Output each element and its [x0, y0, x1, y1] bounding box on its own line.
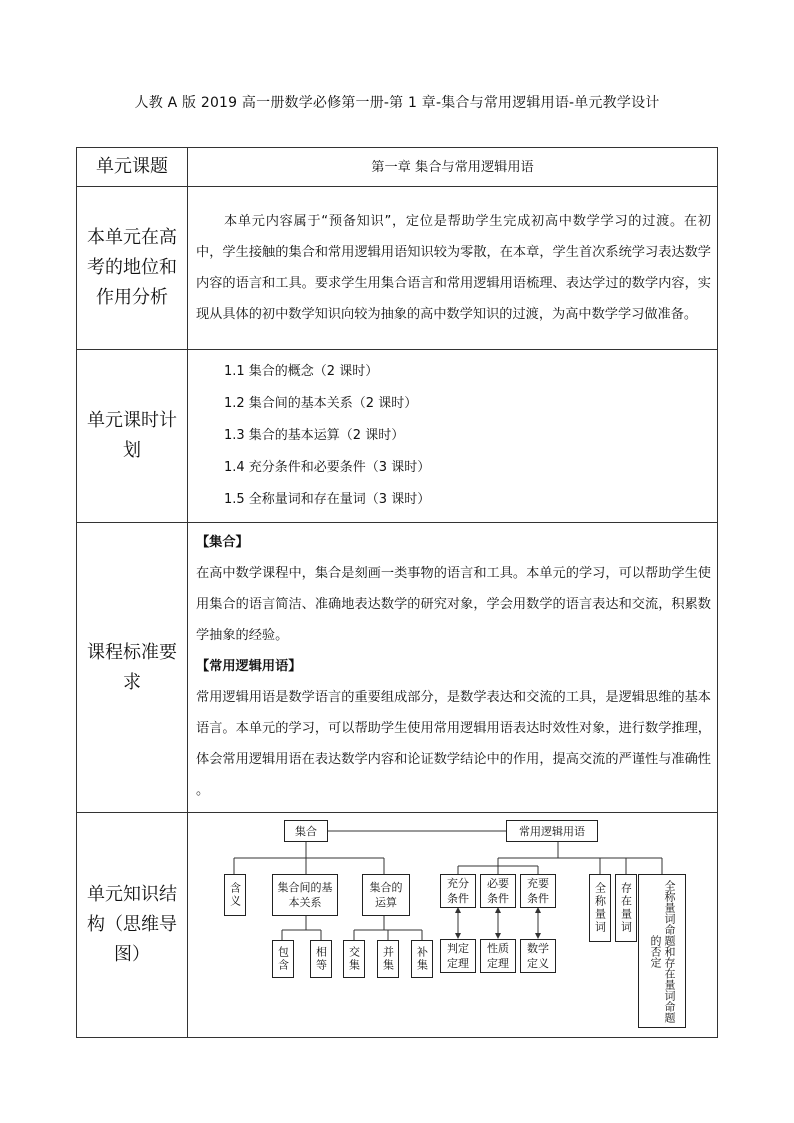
label-unit-title: 单元课题 — [77, 148, 188, 187]
node-universal: 全称量词 — [589, 874, 611, 942]
schedule-item: 1.1 集合的概念（2 课时） — [224, 364, 379, 379]
node-relation: 集合间的基本关系 — [272, 874, 338, 916]
node-meaning: 含义 — [224, 874, 246, 916]
schedule-item: 1.4 充分条件和必要条件（3 课时） — [224, 460, 431, 475]
node-union: 并集 — [377, 940, 399, 978]
set-text: 在高中数学课程中，集合是刻画一类事物的语言和工具。本单元的学习，可以帮助学生使用集合的语言简洁、准确地表达数学的研究对象，学会用数学的语言表达和交流，积累数学抽象的经验。 — [196, 566, 711, 643]
label-standards: 课程标准要求 — [77, 523, 188, 813]
logic-heading: 【常用逻辑用语】 — [196, 659, 302, 674]
row-mindmap — [77, 813, 718, 1038]
row-schedule — [77, 350, 718, 523]
analysis-text: 本单元内容属于“预备知识”，定位是帮助学生完成初高中数学学习的过渡。在初中，学生接触的集合和常用逻辑用语知识较为零散，在本章，学生首次系统学习表达数学内容的语言和工具。要求学生用集合语言和常用逻辑用语梳理、表达学过的数学内容，实现从具体的初中数学知识向较为抽象的高中数学知识的过渡，为高中数学学习做准备。 — [196, 214, 711, 322]
node-operation: 集合的运算 — [362, 874, 410, 916]
node-sufnec: 充要条件 — [520, 874, 556, 908]
schedule-item: 1.5 全称量词和存在量词（3 课时） — [224, 492, 431, 507]
standards-cell — [188, 523, 718, 813]
unit-design-table — [76, 147, 718, 1038]
node-definition: 数学定义 — [520, 939, 556, 973]
logic-text: 常用逻辑用语是数学语言的重要组成部分，是数学表达和交流的工具，是逻辑思维的基本语言。本单元的学习，可以帮助学生使用常用逻辑用语表达时效性对象，进行数学推理，体会常用逻辑用语在表达数学内容和论证数学结论中的作用，提高交流的严谨性与准确性 。 — [196, 690, 711, 798]
node-existential: 存在量词 — [615, 874, 637, 942]
analysis-cell — [188, 187, 718, 350]
label-mindmap: 单元知识结构（思维导图） — [77, 813, 188, 1038]
schedule-item: 1.2 集合间的基本关系（2 课时） — [224, 396, 418, 411]
node-set-root: 集合 — [284, 820, 328, 842]
row-unit-title — [77, 148, 718, 187]
node-complement: 补集 — [411, 940, 433, 978]
schedule-list — [188, 350, 717, 522]
standards-body — [188, 523, 717, 812]
node-theorem: 判定定理 — [440, 939, 476, 973]
mindmap — [188, 814, 720, 1036]
node-negation: 全称量词命题和存在量词命题的否定 — [638, 874, 686, 1028]
mindmap-cell — [188, 813, 718, 1038]
label-analysis: 本单元在高考的地位和作用分析 — [77, 187, 188, 350]
unit-title-value: 第一章 集合与常用逻辑用语 — [188, 148, 718, 187]
set-heading: 【集合】 — [196, 535, 249, 550]
row-standards — [77, 523, 718, 813]
node-contain: 包含 — [272, 940, 294, 978]
node-equal: 相等 — [310, 940, 332, 978]
label-schedule: 单元课时计划 — [77, 350, 188, 523]
schedule-item: 1.3 集合的基本运算（2 课时） — [224, 428, 405, 443]
document-title: 人教 A 版 2019 高一册数学必修第一册-第 1 章-集合与常用逻辑用语-单元教学设计 — [134, 95, 660, 111]
node-intersect: 交集 — [343, 940, 365, 978]
schedule-cell — [188, 350, 718, 523]
node-sufficient: 充分条件 — [440, 874, 476, 908]
node-property: 性质定理 — [480, 939, 516, 973]
node-logic-root: 常用逻辑用语 — [506, 820, 598, 842]
row-analysis — [77, 187, 718, 350]
node-necessary: 必要条件 — [480, 874, 516, 908]
